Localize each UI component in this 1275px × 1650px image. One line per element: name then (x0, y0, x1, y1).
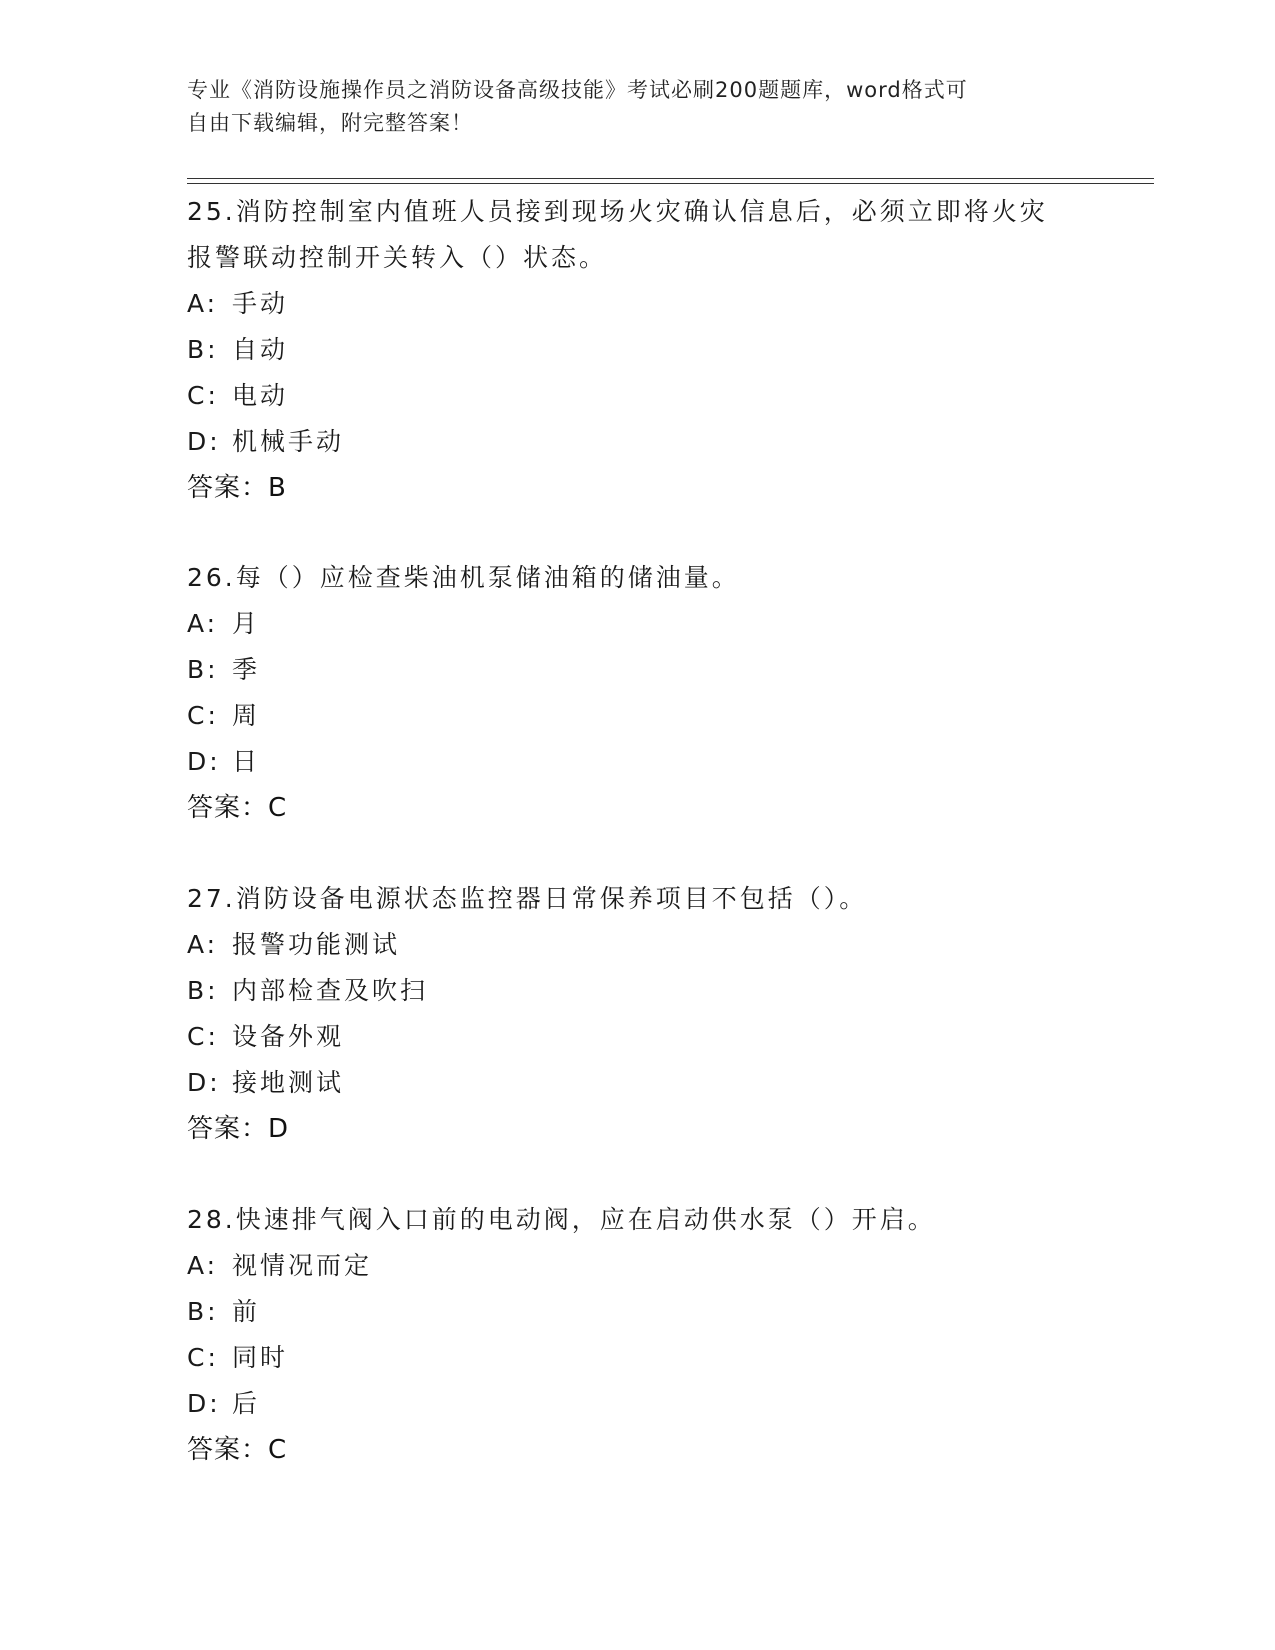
question-stem: 28.快速排气阀入口前的电动阀，应在启动供水泵（）开启。 (187, 1205, 936, 1234)
option-text: 内部检查及吹扫 (232, 976, 429, 1005)
option-key: D: (187, 1389, 221, 1418)
option-text: 日 (232, 747, 261, 776)
option-key: D: (187, 1068, 221, 1097)
option-d (187, 419, 1087, 465)
option-text: 周 (232, 701, 261, 730)
question-stem: 27.消防设备电源状态监控器日常保养项目不包括（）。 (187, 884, 868, 913)
option-d (187, 1381, 1087, 1427)
option-key: C: (187, 381, 219, 410)
option-key: C: (187, 701, 219, 730)
option-key: A: (187, 930, 219, 959)
option-key: B: (187, 1297, 219, 1326)
option-text: 电动 (232, 381, 289, 410)
option-text: 设备外观 (232, 1022, 345, 1051)
header-divider-bottom (187, 183, 1154, 184)
option-a (187, 1243, 1087, 1289)
option-d (187, 739, 1087, 785)
option-text: 前 (232, 1297, 261, 1326)
header-line-1: 专业《消防设施操作员之消防设备高级技能》考试必刷200题题库，word格式可 (187, 78, 968, 102)
answer-line: 答案：C (187, 1435, 288, 1465)
question-stem-continued: 报警联动控制开关转入（）状态。 (187, 243, 608, 272)
option-key: D: (187, 747, 221, 776)
option-b (187, 327, 1087, 373)
option-text: 同时 (232, 1343, 289, 1372)
option-text: 机械手动 (232, 427, 345, 456)
option-text: 季 (232, 655, 261, 684)
option-c (187, 373, 1087, 419)
option-key: A: (187, 289, 219, 318)
answer-line: 答案：C (187, 793, 288, 823)
option-b (187, 1289, 1087, 1335)
option-text: 手动 (232, 289, 289, 318)
question-25 (187, 189, 1087, 511)
question-27 (187, 876, 1087, 1152)
option-c (187, 1335, 1087, 1381)
option-text: 后 (232, 1389, 261, 1418)
option-text: 报警功能测试 (232, 930, 401, 959)
question-28 (187, 1197, 1087, 1473)
option-a (187, 922, 1087, 968)
option-key: A: (187, 1251, 219, 1280)
header-divider-top (187, 178, 1154, 179)
option-text: 月 (232, 609, 261, 638)
option-key: C: (187, 1022, 219, 1051)
option-c (187, 1014, 1087, 1060)
option-d (187, 1060, 1087, 1106)
option-text: 自动 (232, 335, 289, 364)
option-key: C: (187, 1343, 219, 1372)
question-stem: 25.消防控制室内值班人员接到现场火灾确认信息后，必须立即将火灾 (187, 197, 1048, 226)
question-stem: 26.每（）应检查柴油机泵储油箱的储油量。 (187, 563, 740, 592)
option-key: D: (187, 427, 221, 456)
document-header (187, 74, 1087, 140)
option-c (187, 693, 1087, 739)
option-a (187, 601, 1087, 647)
option-b (187, 968, 1087, 1014)
option-a (187, 281, 1087, 327)
option-text: 视情况而定 (232, 1251, 373, 1280)
answer-line: 答案：D (187, 1114, 290, 1144)
option-key: A: (187, 609, 219, 638)
question-26 (187, 555, 1087, 831)
option-key: B: (187, 976, 219, 1005)
header-line-2: 自由下载编辑，附完整答案！ (187, 111, 473, 135)
option-key: B: (187, 335, 219, 364)
option-key: B: (187, 655, 219, 684)
option-b (187, 647, 1087, 693)
answer-line: 答案：B (187, 473, 287, 503)
option-text: 接地测试 (232, 1068, 345, 1097)
